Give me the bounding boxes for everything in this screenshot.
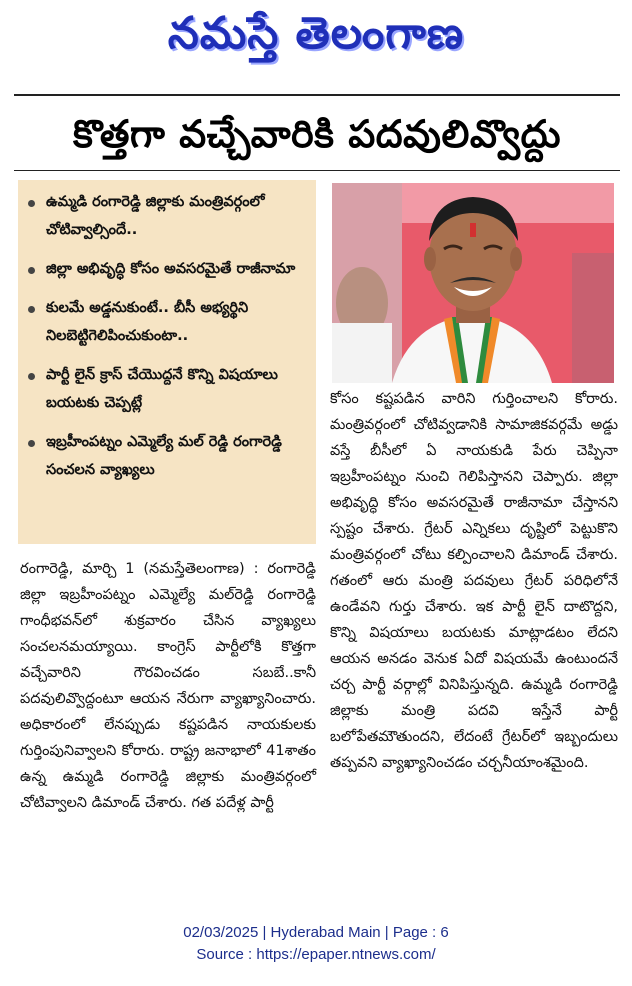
bullet-icon [28,267,35,274]
summary-bullet-list [18,180,316,484]
summary-bullet-text: ఉమ్మడి రంగారెడ్డి జిల్లాకు మంత్రివర్గంలో చోటివ్వాల్సిందే.. [46,194,265,238]
summary-bullet-text: పార్టీ లైన్ క్రాస్ చేయొద్దనే కొన్ని విషయాలు బయటకు చెప్పట్లే [46,367,278,411]
summary-box [18,180,316,544]
summary-bullet [28,255,310,283]
summary-bullet [28,294,310,350]
headline: కొత్తగా వచ్చేవారికి పదవులివ్వొద్దు [72,112,562,156]
summary-bullet [28,428,310,484]
masthead [0,0,632,82]
bullet-icon [28,200,35,207]
summary-bullet-text: ఇబ్రహీంపట్నం ఎమ్మెల్యే మల్ రెడ్డి రంగారెడ్డి సంచలన వ్యాఖ్యలు [46,434,282,478]
bullet-icon [28,373,35,380]
mla-portrait-image [332,183,614,383]
summary-bullet-text: జిల్లా అభివృద్ధి కోసం అవసరమైతే రాజీనామా [46,261,296,277]
summary-bullet [28,361,310,417]
summary-bullet [28,188,310,244]
bullet-icon [28,440,35,447]
article-right-column: కోసం కష్టపడిన వారిని గుర్తించాలని కోరారు. మంత్రివర్గంలో చోటివ్వడానికి సామాజికవర్గమే అడ్డు వస్తే బీసీలో ఏ నాయకుడి పేరు చెప్పినా ఇబ్రహీంపట్నం నుంచి గెలిపిస్తానని చెప్పారు. జిల్లా అభివృద్ధి కోసం అవసరమైతే రాజీనామా చేస్తానని స్పష్టం చేశారు. గ్రేటర్ ఎన్నికలు దృష్టిలో పెట్టుకొని మంత్రివర్గంలో చోటు కల్పించాలని డిమాండ్ చేశారు. గతంలో ఆరు మంత్రి పదవులు గ్రేటర్ పరిధిలోనే ఉండేవని గుర్తు చేశారు. ఇక పార్టీ లైన్ దాటొద్దని, కొన్ని విషయాలు బయటకు మాట్లాడటం లేదని ఆయన అనడం వెనుక ఏదో విషయమే ఉంటుందనే చర్చ పార్టీ వర్గాల్లో వినిపిస్తున్నది. ఉమ్మడి రంగారెడ్డి జిల్లాకు మంత్రి పదవి ఇస్తేనే పార్టీ బలోపేతమౌతుందని, లేదంటే గ్రేటర్‌లో ఇబ్బందులు తప్పవని వ్యాఖ్యానించడం చర్చనీయాంశమైంది. [330,391,618,771]
mla-photo [332,183,614,383]
summary-bullet-text: కులమే అడ్డనుకుంటే.. బీసీ అభ్యర్థిని నిలబెట్టిగెలిపించుకుంటా.. [46,300,249,344]
article-left-column: రంగారెడ్డి, మార్చి 1 (నమస్తేతెలంగాణ) : రంగారెడ్డి జిల్లా ఇబ్రహీంపట్నం ఎమ్మెల్యే మల్‌రెడ్డి రంగారెడ్డి గాంధీభవన్‌లో శుక్రవారం చేసిన వ్యాఖ్యలు సంచలనమయ్యాయి. కాంగ్రెస్ పార్టీలోకి కొత్తగా వచ్చేవారిని గౌరవించడం సబబే..కానీ పదవులివ్వొద్దంటూ ఆయన నేరుగా వ్యాఖ్యానించారు. అధికారంలో లేనప్పుడు కష్టపడిన నాయకులకు గుర్తింపునివ్వాలని కోరారు. రాష్ట్ర జనాభాలో 41శాతం ఉన్న ఉమ్మడి రంగారెడ్డి జిల్లాకు మంత్రివర్గంలో చోటివ్వాలని డిమాండ్ చేశారు. గత పదేళ్ల పార్టీ [20,561,316,811]
masthead-logo: నమస్తే తెలంగాణ [167,8,465,59]
bullet-icon [28,306,35,313]
footer-date-line: 02/03/2025 | Hyderabad Main | Page : 6 [183,924,449,941]
masthead-divider [14,94,620,96]
headline-divider [14,170,620,171]
footer-source-line: Source : https://epaper.ntnews.com/ [196,946,436,963]
